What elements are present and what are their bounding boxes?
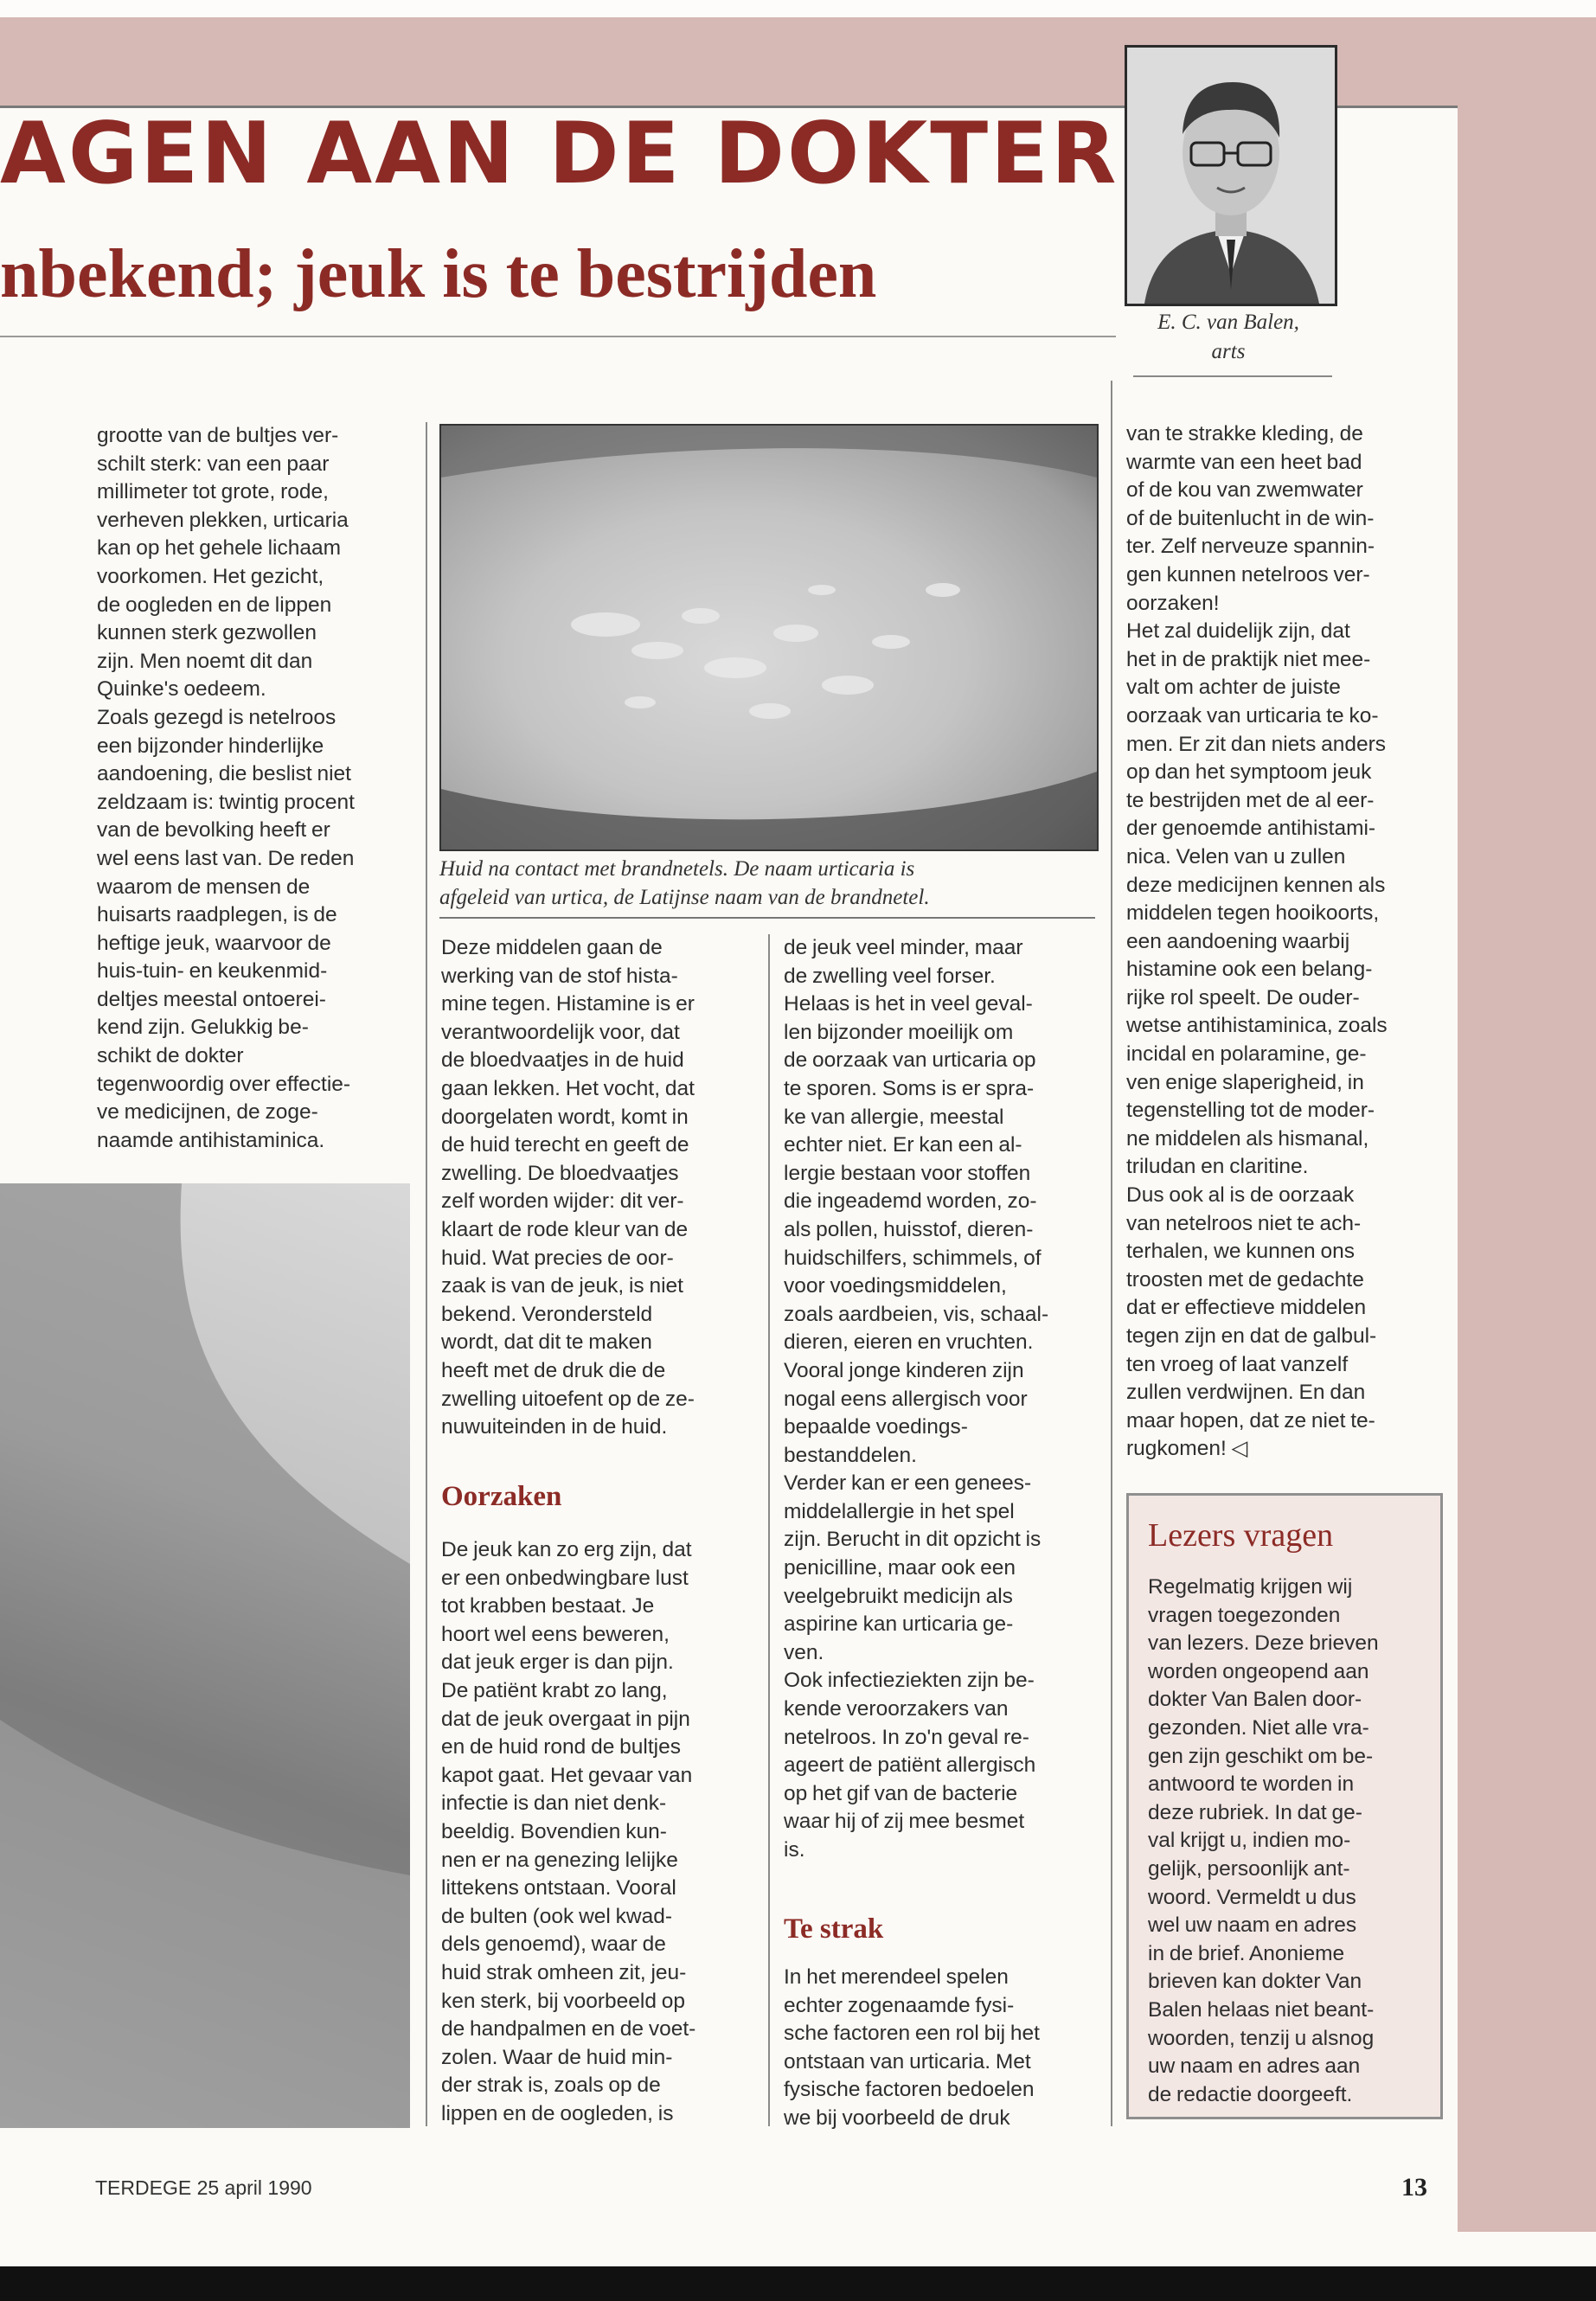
text-line: zijn. Berucht in dit opzicht is	[784, 1528, 1042, 1552]
text-line: dokter Van Balen door-	[1148, 1688, 1362, 1712]
text-line: kapot gaat. Het gevaar van	[441, 1763, 693, 1787]
column-divider	[1111, 381, 1112, 2126]
text-column-4	[1126, 420, 1438, 1464]
text-line: de huid terecht en geeft de	[441, 1133, 689, 1157]
text-line: Quinke's oedeem.	[97, 677, 266, 702]
text-line: echter niet. Er kan een al-	[784, 1133, 1022, 1157]
text-line: nica. Velen van u zullen	[1126, 844, 1346, 868]
text-line: millimeter tot grote, rode,	[97, 480, 329, 504]
text-line: rugkomen! ◁	[1126, 1437, 1248, 1461]
subhead-oorzaken: Oorzaken	[441, 1481, 562, 1512]
text-line: deze medicijnen kennen als	[1126, 873, 1386, 897]
text-line: Deze middelen gaan de	[441, 936, 663, 959]
text-line: kende veroorzakers van	[784, 1697, 1009, 1721]
text-line: tegen zijn en dat de galbul-	[1126, 1324, 1377, 1348]
text-line: zolen. Waar de huid min-	[441, 2045, 673, 2069]
text-line: verantwoordelijk voor, dat	[441, 1020, 680, 1044]
text-line: huid strak omheen zit, jeu-	[441, 1960, 687, 1984]
text-line: antwoord te worden in	[1148, 1772, 1355, 1797]
text-line: grootte van de bultjes ver-	[97, 424, 339, 447]
text-line: Zoals gezegd is netelroos	[97, 705, 337, 729]
text-line: de bulten (ook wel kwad-	[441, 1904, 673, 1928]
photo-caption	[439, 855, 1095, 913]
text-line: een aandoening waarbij	[1126, 929, 1350, 953]
caption-line: Huid na contact met brandnetels. De naam urticaria is	[439, 857, 915, 881]
text-line: van lezers. Deze brieven	[1148, 1631, 1379, 1656]
text-line: naamde antihistaminica.	[97, 1128, 325, 1152]
text-line: in de brief. Anonieme	[1148, 1941, 1345, 1965]
text-line: huidschilfers, schimmels, of	[784, 1246, 1042, 1270]
text-line: ke van allergie, meestal	[784, 1105, 1004, 1129]
text-line: schilt sterk: van een paar	[97, 452, 330, 476]
text-line: rijke rol speelt. De ouder-	[1126, 985, 1360, 1009]
text-line: tegenwoordig over effectie-	[97, 1072, 351, 1096]
text-line: aandoening, die beslist niet	[97, 762, 351, 786]
text-line: men. Er zit dan niets anders	[1126, 732, 1387, 756]
text-line: gelijk, persoonlijk ant-	[1148, 1856, 1350, 1881]
text-line: waar hij of zij mee besmet	[784, 1810, 1025, 1834]
text-line: of de buitenlucht in de win-	[1126, 506, 1375, 530]
text-line: terhalen, we kunnen ons	[1126, 1240, 1355, 1264]
text-line: middelallergie in het spel	[784, 1499, 1015, 1523]
readers-questions-box	[1126, 1493, 1443, 2119]
text-line: waarom de mensen de	[97, 875, 311, 899]
caption-line: afgeleid van urtica, de Latijnse naam van de brandnetel.	[439, 886, 930, 909]
text-line: de redactie doorgeeft.	[1148, 2082, 1353, 2106]
text-line: gen kunnen netelroos ver-	[1126, 562, 1370, 586]
text-line: Verder kan er een genees-	[784, 1471, 1032, 1496]
text-line: ken sterk, bij voorbeeld op	[441, 1989, 685, 2013]
text-line: mine tegen. Histamine is er	[441, 992, 695, 1016]
text-line: beeldig. Bovendien kun-	[441, 1819, 667, 1843]
text-line: echter zogenaamde fysi-	[784, 1993, 1015, 2017]
page-top-margin	[0, 0, 1596, 17]
text-line: veelgebruikt medicijn als	[784, 1584, 1013, 1608]
text-line: penicilline, maar ook een	[784, 1556, 1016, 1580]
text-line: lergie bestaan voor stoffen	[784, 1161, 1031, 1185]
text-line: de jeuk veel minder, maar	[784, 936, 1023, 959]
text-line: nogal eens allergisch voor	[784, 1387, 1028, 1411]
skin-rash-photo	[439, 424, 1099, 851]
text-line: klaart de rode kleur van de	[441, 1217, 689, 1241]
text-line: zeldzaam is: twintig procent	[97, 790, 355, 814]
text-line: netelroos. In zo'n geval re-	[784, 1725, 1029, 1749]
text-line: ageert de patiënt allergisch	[784, 1753, 1036, 1778]
text-line: dat de jeuk overgaat in pijn	[441, 1707, 690, 1731]
text-line: tegenstelling tot de moder-	[1126, 1099, 1375, 1123]
text-line: In het merendeel spelen	[784, 1965, 1009, 1989]
subhead-te-strak: Te strak	[784, 1913, 884, 1945]
text-line: woorden, tenzij u alsnog	[1148, 2026, 1375, 2050]
text-line: zaak is van de jeuk, is niet	[441, 1274, 683, 1298]
box-body	[1148, 1574, 1426, 2109]
text-line: een bijzonder hinderlijke	[97, 734, 324, 758]
text-line: dat er effectieve middelen	[1126, 1296, 1367, 1320]
text-line: littekens ontstaan. Vooral	[441, 1876, 676, 1900]
text-line: ne middelen als hismanal,	[1126, 1126, 1369, 1150]
text-line: doorgelaten wordt, komt in	[441, 1105, 689, 1129]
text-line: dels genoemd), waar de	[441, 1932, 666, 1957]
author-byline	[1125, 308, 1332, 370]
arm-skin-drawing	[0, 1183, 410, 2128]
text-line: Regelmatig krijgen wij	[1148, 1575, 1353, 1599]
text-line: maar hopen, dat ze niet te-	[1126, 1408, 1375, 1433]
text-line: incidal en polaramine, ge-	[1126, 1042, 1367, 1067]
text-line: gen zijn geschikt om be-	[1148, 1744, 1374, 1768]
text-line: De jeuk kan zo erg zijn, dat	[441, 1538, 692, 1561]
text-line: het in de praktijk niet mee-	[1126, 647, 1371, 671]
text-line: heftige jeuk, waarvoor de	[97, 931, 331, 955]
text-line: ter. Zelf nerveuze spannin-	[1126, 535, 1375, 559]
text-line: gezonden. Niet alle vra-	[1148, 1715, 1369, 1740]
scan-bottom-edge	[0, 2266, 1596, 2301]
text-line: triludan en claritine.	[1126, 1155, 1309, 1179]
author-title: arts	[1211, 340, 1246, 363]
text-line: en de huid rond de bultjes	[441, 1735, 681, 1759]
text-line: ve medicijnen, de zoge-	[97, 1100, 318, 1125]
right-color-band	[1458, 17, 1596, 2232]
text-column-1	[97, 422, 408, 1155]
text-line: kan op het gehele lichaam	[97, 536, 342, 561]
text-line: de oogleden en de lippen	[97, 593, 332, 617]
text-line: brieven kan dokter Van	[1148, 1970, 1362, 1994]
text-line: is.	[784, 1838, 805, 1862]
text-line: fysische factoren bedoelen	[784, 2078, 1035, 2102]
author-portrait	[1125, 45, 1337, 306]
text-line: bekend. Verondersteld	[441, 1302, 653, 1326]
text-line: Vooral jonge kinderen zijn	[784, 1358, 1024, 1382]
text-line: len bijzonder moeilijk om	[784, 1020, 1014, 1044]
text-line: troosten met de gedachte	[1126, 1267, 1364, 1292]
column-divider	[768, 934, 770, 2126]
author-name: E. C. van Balen,	[1157, 311, 1299, 334]
text-line: Het zal duidelijk zijn, dat	[1126, 619, 1350, 644]
text-line: we bij voorbeeld de druk	[784, 2106, 1010, 2130]
text-line: middelen tegen hooikoorts,	[1126, 901, 1380, 926]
text-line: van netelroos niet te ach-	[1126, 1211, 1362, 1235]
headline-rule	[0, 336, 1116, 337]
text-line: bestanddelen.	[784, 1443, 917, 1467]
text-line: wetse antihistaminica, zoals	[1126, 1014, 1388, 1038]
text-line: nuwuiteinden in de huid.	[441, 1415, 668, 1439]
text-line: huis-tuin- en keukenmid-	[97, 959, 328, 984]
page-number: 13	[1401, 2173, 1427, 2202]
text-line: die ingeademd worden, zo-	[784, 1189, 1037, 1214]
text-line: histamine ook een belang-	[1126, 958, 1373, 982]
text-line: zwelling uitoefent op de ze-	[441, 1387, 695, 1411]
text-column-3	[784, 934, 1095, 1865]
text-line: op het gif van de bacterie	[784, 1781, 1018, 1805]
text-line: zijn. Men noemt dit dan	[97, 649, 313, 673]
text-line: te bestrijden met de al eer-	[1126, 788, 1375, 812]
text-line: valt om achter de juiste	[1126, 676, 1341, 700]
text-line: ten vroeg of laat vanzelf	[1126, 1352, 1349, 1376]
text-line: der strak is, zoals op de	[441, 2073, 661, 2098]
text-line: van te strakke kleding, de	[1126, 422, 1363, 445]
text-line: werking van de stof hista-	[441, 964, 678, 988]
text-line: op dan het symptoom jeuk	[1126, 760, 1372, 785]
column-divider	[426, 422, 427, 2126]
text-line: voorkomen. Het gezicht,	[97, 564, 324, 588]
text-line: ven enige slaperigheid, in	[1126, 1070, 1364, 1094]
byline-rule	[1133, 375, 1332, 377]
text-line: dat jeuk erger is dan pijn.	[441, 1650, 674, 1675]
text-line: de zwelling veel forser.	[784, 964, 996, 988]
text-line: de oorzaak van urticaria op	[784, 1048, 1036, 1073]
text-column-2-continued	[441, 1536, 753, 2128]
text-line: worden ongeopend aan	[1148, 1659, 1369, 1683]
author-portrait-drawing	[1127, 48, 1335, 304]
text-line: zwelling. De bloedvaatjes	[441, 1161, 679, 1185]
text-line: vragen toegezonden	[1148, 1603, 1341, 1627]
text-line: de bloedvaatjes in de huid	[441, 1048, 684, 1073]
header-color-band	[0, 17, 1596, 106]
skin-rash-drawing	[441, 426, 1097, 849]
text-line: verheven plekken, urticaria	[97, 508, 349, 532]
text-line: voor voedingsmiddelen,	[784, 1274, 1007, 1298]
text-line: huid. Wat precies de oor-	[441, 1246, 674, 1270]
text-line: wel eens last van. De reden	[97, 846, 355, 870]
text-line: zelf worden wijder: dit ver-	[441, 1189, 684, 1214]
text-line: tot krabben bestaat. Je	[441, 1594, 655, 1618]
text-line: oorzaken!	[1126, 591, 1220, 615]
text-line: Ook infectieziekten zijn be-	[784, 1669, 1035, 1693]
text-line: val krijgt u, indien mo-	[1148, 1829, 1351, 1853]
text-line: schikt de dokter	[97, 1044, 244, 1068]
text-line: De patiënt krabt zo lang,	[441, 1678, 668, 1702]
text-column-3-continued	[784, 1964, 1095, 2133]
text-line: de handpalmen en de voet-	[441, 2017, 696, 2041]
text-line: huisarts raadplegen, is de	[97, 903, 337, 927]
text-column-2	[441, 934, 753, 1442]
text-line: deltjes meestal ontoerei-	[97, 987, 326, 1011]
text-line: woord. Vermeldt u dus	[1148, 1885, 1356, 1909]
text-line: lippen en de oogleden, is	[441, 2101, 674, 2125]
text-line: Dus ook al is de oorzaak	[1126, 1183, 1355, 1208]
text-line: zullen verdwijnen. En dan	[1126, 1381, 1366, 1405]
text-line: gaan lekken. Het vocht, dat	[441, 1076, 695, 1100]
text-line: uw naam en adres aan	[1148, 2054, 1361, 2079]
text-line: of de kou van zwemwater	[1126, 478, 1363, 503]
footer-publication: TERDEGE 25 april 1990	[95, 2176, 312, 2199]
text-line: als pollen, huisstof, dieren-	[784, 1217, 1034, 1241]
text-line: zoals aardbeien, vis, schaal-	[784, 1302, 1049, 1326]
text-line: nen er na genezing lelijke	[441, 1848, 678, 1872]
caption-rule	[439, 917, 1095, 919]
text-line: kend zijn. Gelukkig be-	[97, 1016, 309, 1040]
text-line: van de bevolking heeft er	[97, 818, 330, 843]
text-line: wordt, dat dit te maken	[441, 1330, 652, 1355]
text-line: oorzaak van urticaria te ko-	[1126, 703, 1379, 727]
arm-skin-photo	[0, 1183, 410, 2128]
text-line: dieren, eieren en vruchten.	[784, 1330, 1034, 1355]
text-line: ontstaan van urticaria. Met	[784, 2049, 1031, 2073]
text-line: Balen helaas niet beant-	[1148, 1997, 1375, 2022]
text-line: aspirine kan urticaria ge-	[784, 1612, 1014, 1637]
text-line: wel uw naam en adres	[1148, 1913, 1357, 1938]
text-line: kunnen sterk gezwollen	[97, 621, 317, 645]
text-line: bepaalde voedings-	[784, 1415, 968, 1439]
article-headline: nbekend; jeuk is te bestrijden	[0, 236, 877, 312]
box-heading: Lezers vragen	[1148, 1517, 1334, 1554]
text-line: heeft met de druk die de	[441, 1358, 666, 1382]
section-kicker: AGEN AAN DE DOKTER	[0, 105, 1119, 203]
text-line: warmte van een heet bad	[1126, 450, 1362, 474]
text-line: Helaas is het in veel geval-	[784, 992, 1033, 1016]
text-line: infectie is dan niet denk-	[441, 1791, 667, 1816]
text-line: er een onbedwingbare lust	[441, 1566, 689, 1590]
text-line: der genoemde antihistami-	[1126, 817, 1376, 841]
text-line: hoort wel eens beweren,	[441, 1622, 670, 1646]
text-line: sche factoren een rol bij het	[784, 2022, 1040, 2046]
text-line: te sporen. Soms is er spra-	[784, 1076, 1035, 1100]
text-line: deze rubriek. In dat ge-	[1148, 1800, 1362, 1824]
text-line: ven.	[784, 1640, 824, 1664]
